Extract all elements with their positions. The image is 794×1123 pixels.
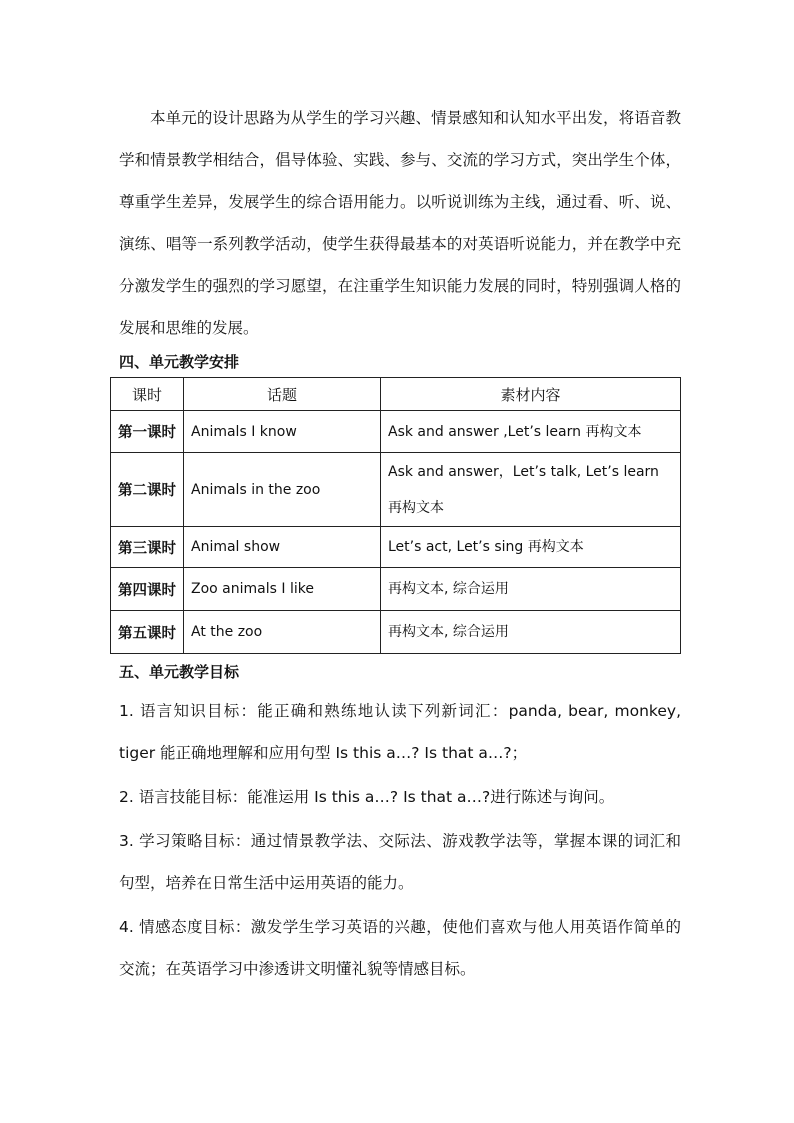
table-row xyxy=(111,411,681,453)
goal-language-skills: 2. 语言技能目标：能准运用 Is this a…? Is that a…?进行陈述与询问。 xyxy=(119,788,615,806)
topic-cell: Animal show xyxy=(184,527,381,568)
table-row xyxy=(111,568,681,611)
goals-list xyxy=(119,690,681,992)
lesson-plan-table xyxy=(110,377,681,654)
goal-learning-strategy: 3. 学习策略目标：通过情景教学法、交际法、游戏教学法等，掌握本课的词汇和句型，培养在日常生活中运用英语的能力。 xyxy=(119,832,681,892)
material-cell: 再构文本, 综合运用 xyxy=(381,568,681,611)
topic-cell: Animals in the zoo xyxy=(184,453,381,527)
table-row xyxy=(111,611,681,654)
table-row xyxy=(111,453,681,527)
lesson-cell: 第三课时 xyxy=(111,527,184,568)
section-heading-teaching-goals: 五、单元教学目标 xyxy=(119,663,240,681)
lesson-cell: 第四课时 xyxy=(111,568,184,611)
lesson-cell: 第二课时 xyxy=(111,453,184,527)
table-header-material: 素材内容 xyxy=(381,378,681,411)
goal-language-knowledge: 1. 语言知识目标：能正确和熟练地认读下列新词汇：panda, bear, monkey, tiger 能正确地理解和应用句型 Is this a…? Is that a…?； xyxy=(119,702,681,762)
topic-cell: At the zoo xyxy=(184,611,381,654)
material-cell: Ask and answer ,Let’s learn 再构文本 xyxy=(381,411,681,453)
goal-emotional-attitude: 4. 情感态度目标：激发学生学习英语的兴趣，使他们喜欢与他人用英语作简单的交流；在英语学习中渗透讲文明懂礼貌等情感目标。 xyxy=(119,918,681,978)
lesson-cell: 第一课时 xyxy=(111,411,184,453)
material-cell: 再构文本, 综合运用 xyxy=(381,611,681,654)
intro-paragraph: 本单元的设计思路为从学生的学习兴趣、情景感知和认知水平出发，将语音教学和情景教学相结合，倡导体验、实践、参与、交流的学习方式，突出学生个体，尊重学生差异，发展学生的综合语用能力。以听说训练为主线，通过看、听、说、演练、唱等一系列教学活动，使学生获得最基本的对英语听说能力，并在教学中充分激发学生的强烈的学习愿望，在注重学生知识能力发展的同时，特别强调人格的发展和思维的发展。 xyxy=(119,109,681,337)
table-header-lesson: 课时 xyxy=(111,378,184,411)
lesson-cell: 第五课时 xyxy=(111,611,184,654)
table-row xyxy=(111,527,681,568)
table-header-row xyxy=(111,378,681,411)
topic-cell: Animals I know xyxy=(184,411,381,453)
table-header-topic: 话题 xyxy=(184,378,381,411)
material-cell: Let’s act, Let’s sing 再构文本 xyxy=(381,527,681,568)
section-heading-teaching-arrangement: 四、单元教学安排 xyxy=(119,353,240,371)
topic-cell: Zoo animals I like xyxy=(184,568,381,611)
material-cell: Ask and answer，Let’s talk, Let’s learn 再构文本 xyxy=(381,453,681,527)
